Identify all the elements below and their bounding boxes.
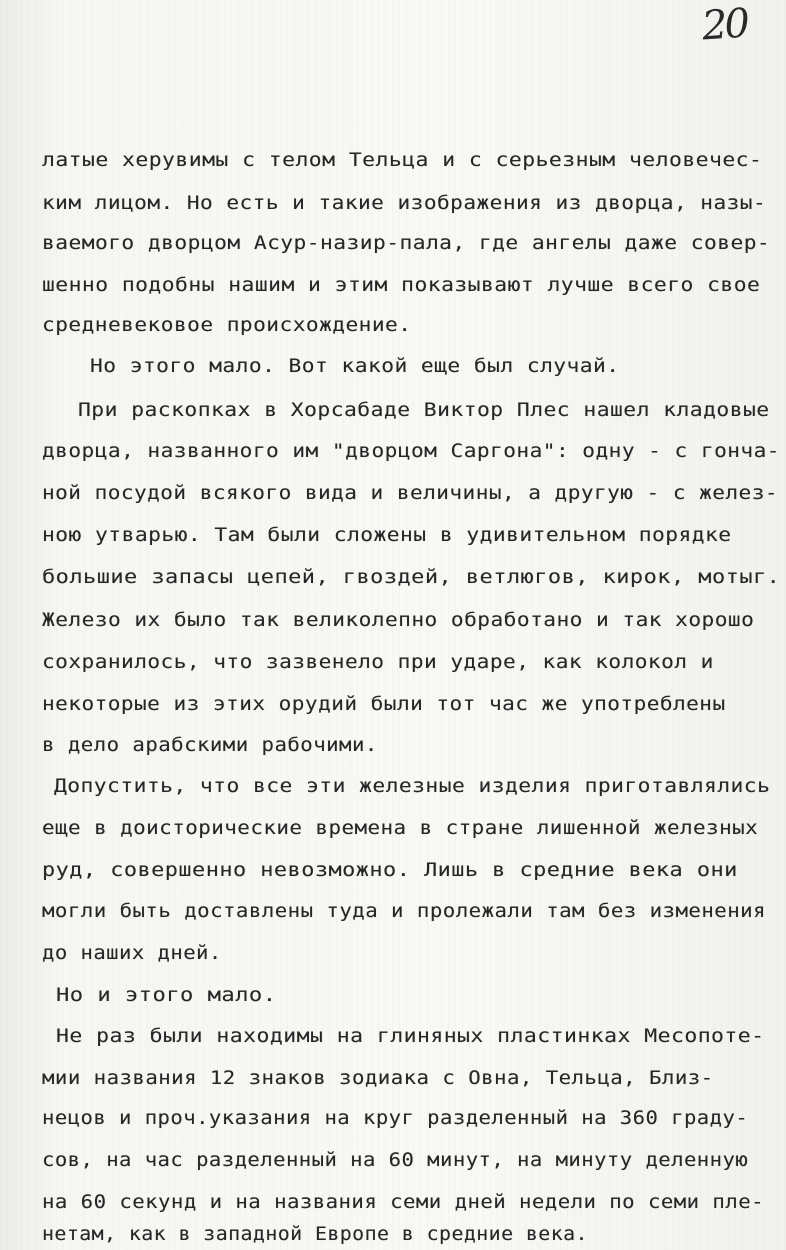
text-line: ким лицом. Но есть и такие изображения из дворца, назы-	[42, 192, 767, 214]
text-line: Но и этого мало.	[56, 984, 277, 1006]
text-line: латые херувимы с телом Тельца и с серьезным человечес-	[42, 149, 763, 171]
text-line: большие запасы цепей, гвоздей, ветлюгов, кирок, мотыг.	[42, 566, 781, 588]
text-line: могли быть доставлены туда и пролежали там без изменения	[42, 900, 766, 922]
text-line: При раскопках в Хорсабаде Виктор Плес нашел кладовые	[78, 399, 770, 421]
text-line: Допустить, что все эти железные изделия приготавлялись	[54, 775, 771, 797]
text-line: нецов и проч.указания на круг разделенный на 360 граду-	[42, 1107, 749, 1129]
text-line: Но этого мало. Вот какой еще был случай.	[90, 355, 620, 377]
text-line: до наших дней.	[42, 942, 222, 964]
text-line: сов, на час разделенный на 60 минут, на минуту деленную	[42, 1149, 749, 1171]
text-line: ваемого дворцом Асур-назир-пала, где ангелы даже совер-	[42, 232, 771, 254]
text-line: ною утварью. Там были сложены в удивительном порядке	[42, 524, 732, 546]
text-line: нетам, как в западной Европе в средние века.	[42, 1223, 588, 1245]
text-line: шенно подобны нашим и этим показывают лучше всего свое	[42, 274, 761, 296]
text-line: руд, совершенно невозможно. Лишь в средние века они	[42, 859, 738, 881]
text-line: сохранилось, что зазвенело при ударе, как колокол и	[42, 651, 714, 673]
text-line: в дело арабскими рабочими.	[42, 734, 378, 756]
text-line: Не раз были находимы на глиняных пластинках Месопоте-	[56, 1025, 765, 1047]
page-number: 20	[700, 0, 749, 50]
text-line: мии названия 12 знаков зодиака с Овна, Тельца, Близ-	[42, 1067, 714, 1089]
text-line: Железо их было так великолепно обработано и так хорошо	[42, 609, 755, 631]
text-line: средневековое происхождение.	[42, 314, 412, 336]
text-line: дворца, названного им "дворцом Саргона": одну - с гонча-	[42, 440, 780, 462]
text-line: некоторые из этих орудий были тот час же употреблены	[42, 693, 726, 715]
text-line: еще в доисторические времена в стране лишенной железных	[42, 817, 759, 839]
text-line: ной посудой всякого вида и величины, а другую - с желез-	[42, 482, 778, 504]
text-line: на 60 секунд и на названия семи дней недели по семи пле-	[42, 1191, 764, 1213]
